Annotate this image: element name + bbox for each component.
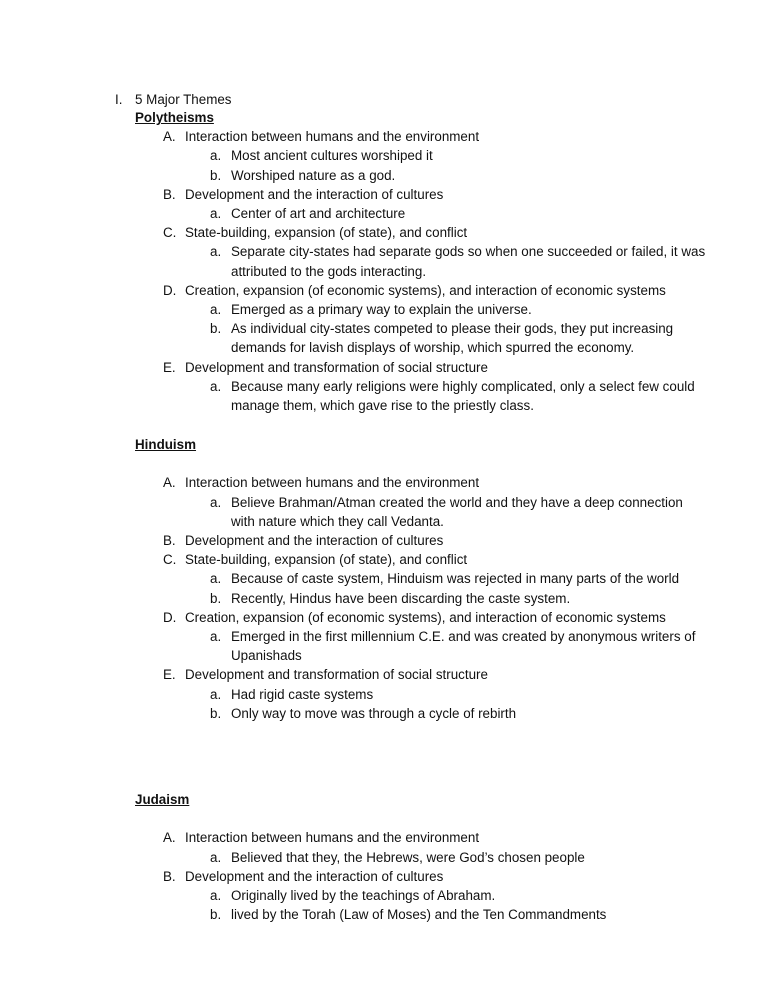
theme-text: State-building, expansion (of state), and conflict xyxy=(185,225,468,240)
theme-marker: C. xyxy=(163,552,177,567)
theme-text: Development and the interaction of cultures xyxy=(185,187,444,202)
point-text: demands for lavish displays of worship, which spurred the economy. xyxy=(231,340,635,355)
theme-text: Development and transformation of social structure xyxy=(185,667,488,682)
theme-marker: E. xyxy=(163,667,176,682)
theme-text: Development and the interaction of cultures xyxy=(185,869,444,884)
point-marker: b. xyxy=(210,321,222,336)
point-text: Center of art and architecture xyxy=(231,206,406,221)
point-text: with nature which they call Vedanta. xyxy=(231,514,444,529)
point-text: Most ancient cultures worshiped it xyxy=(231,148,433,163)
point-marker: a. xyxy=(210,244,222,259)
point-marker: a. xyxy=(210,629,222,644)
point-marker: a. xyxy=(210,302,222,317)
theme-marker: B. xyxy=(163,869,176,884)
outline-numeral: I. xyxy=(115,92,123,107)
point-marker: b. xyxy=(210,168,222,183)
point-marker: b. xyxy=(210,907,222,922)
point-marker: a. xyxy=(210,888,222,903)
section-heading: Judaism xyxy=(135,792,190,807)
point-marker: b. xyxy=(210,591,222,606)
point-text: lived by the Torah (Law of Moses) and the Ten Commandments xyxy=(231,907,607,922)
theme-text: Creation, expansion (of economic systems), and interaction of economic systems xyxy=(185,283,666,298)
point-marker: a. xyxy=(210,687,222,702)
theme-marker: C. xyxy=(163,225,177,240)
theme-marker: A. xyxy=(163,830,176,845)
theme-marker: D. xyxy=(163,283,177,298)
outline-title: 5 Major Themes xyxy=(135,92,232,107)
theme-text: Interaction between humans and the environment xyxy=(185,129,480,144)
theme-marker: A. xyxy=(163,129,176,144)
point-text: Emerged as a primary way to explain the universe. xyxy=(231,302,532,317)
theme-text: Development and the interaction of cultures xyxy=(185,533,444,548)
theme-marker: A. xyxy=(163,475,176,490)
point-text: attributed to the gods interacting. xyxy=(231,264,427,279)
point-text: Had rigid caste systems xyxy=(231,687,374,702)
point-text: Only way to move was through a cycle of rebirth xyxy=(231,706,517,721)
theme-text: Development and transformation of social structure xyxy=(185,360,488,375)
point-marker: a. xyxy=(210,571,222,586)
theme-marker: D. xyxy=(163,610,177,625)
point-marker: a. xyxy=(210,495,222,510)
section-heading: Hinduism xyxy=(135,437,197,452)
point-text: Because many early religions were highly complicated, only a select few could xyxy=(231,379,695,394)
theme-marker: B. xyxy=(163,533,176,548)
point-text: As individual city-states competed to please their gods, they put increasing xyxy=(231,321,674,336)
point-text: Believe Brahman/Atman created the world and they have a deep connection xyxy=(231,495,683,510)
point-text: Emerged in the first millennium C.E. and was created by anonymous writers of xyxy=(231,629,696,644)
point-marker: a. xyxy=(210,206,222,221)
theme-text: Creation, expansion (of economic systems), and interaction of economic systems xyxy=(185,610,666,625)
point-text: Worshiped nature as a god. xyxy=(231,168,396,183)
section-heading: Polytheisms xyxy=(135,110,214,125)
theme-text: Interaction between humans and the environment xyxy=(185,475,480,490)
point-text: Because of caste system, Hinduism was rejected in many parts of the world xyxy=(231,571,680,586)
point-text: Upanishads xyxy=(231,648,302,663)
point-text: Originally lived by the teachings of Abraham. xyxy=(231,888,496,903)
point-text: Recently, Hindus have been discarding the caste system. xyxy=(231,591,571,606)
point-marker: b. xyxy=(210,706,222,721)
point-marker: a. xyxy=(210,850,222,865)
point-marker: a. xyxy=(210,148,222,163)
point-text: Believed that they, the Hebrews, were God’s chosen people xyxy=(231,850,585,865)
theme-text: Interaction between humans and the environment xyxy=(185,830,480,845)
point-text: manage them, which gave rise to the priestly class. xyxy=(231,398,534,413)
theme-text: State-building, expansion (of state), and conflict xyxy=(185,552,468,567)
point-text: Separate city-states had separate gods so when one succeeded or failed, it was xyxy=(231,244,706,259)
point-marker: a. xyxy=(210,379,222,394)
theme-marker: B. xyxy=(163,187,176,202)
theme-marker: E. xyxy=(163,360,176,375)
